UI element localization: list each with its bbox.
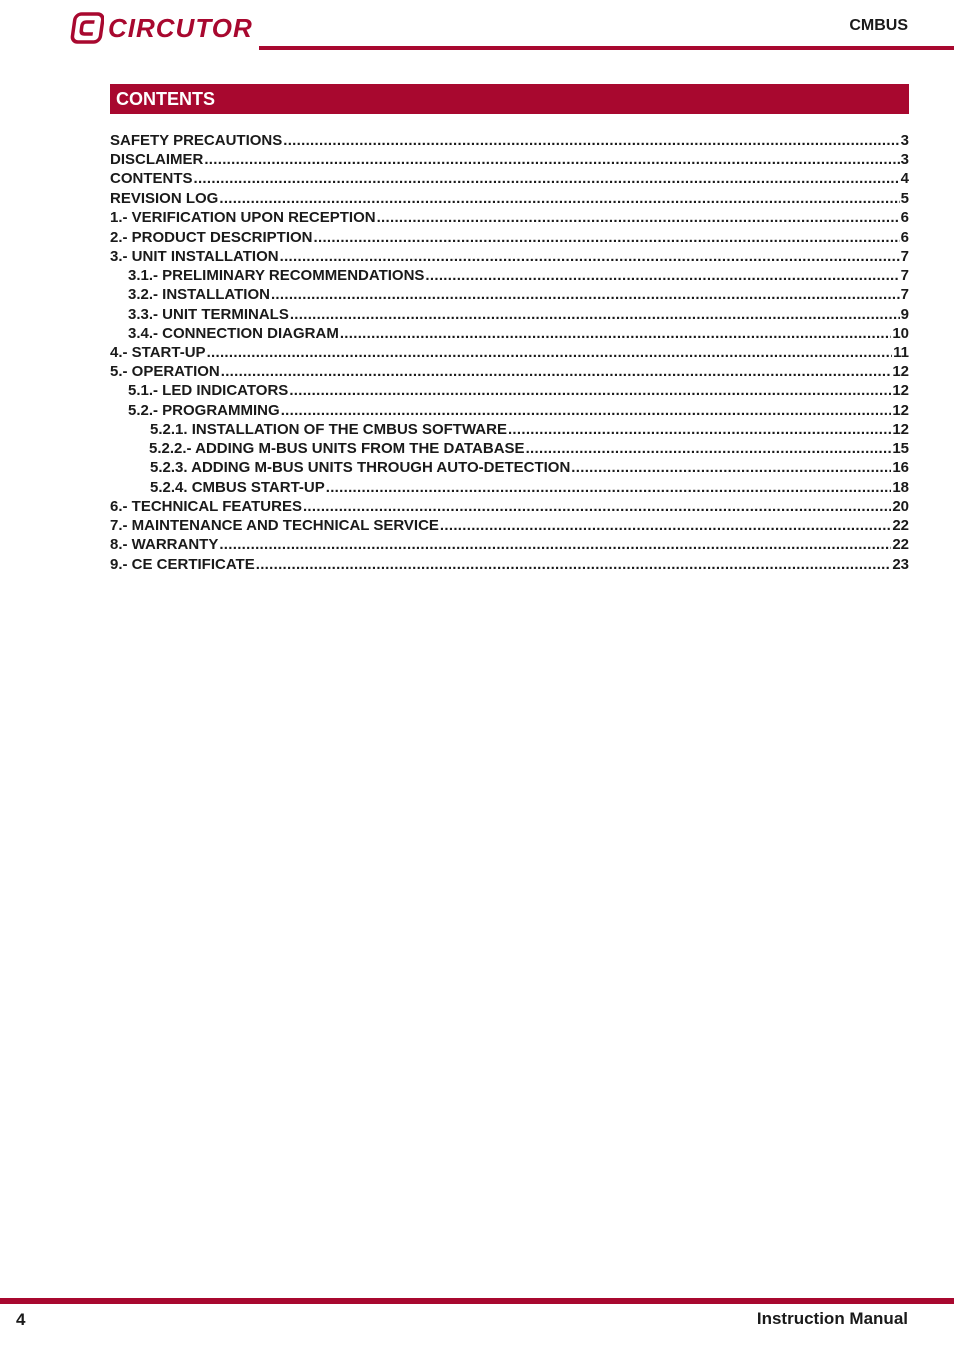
toc-entry[interactable] [110, 131, 909, 150]
toc-entry[interactable] [128, 266, 909, 285]
header-rule [259, 46, 954, 50]
toc-entry-page: 23 [892, 556, 909, 573]
toc-entry-page: 7 [900, 248, 909, 265]
toc-entry-label: REVISION LOG [110, 190, 219, 207]
toc-entry-page: 7 [900, 286, 909, 303]
toc-entry[interactable] [110, 208, 909, 227]
toc-entry-label: 5.2.1. INSTALLATION OF THE CMBUS SOFTWARE [150, 421, 507, 438]
toc-entry-label: 4.- START-UP [110, 344, 206, 361]
toc-entry[interactable] [110, 497, 909, 516]
toc-entry-label: 9.- CE CERTIFICATE [110, 556, 255, 573]
toc-entry-label: DISCLAIMER [110, 151, 204, 168]
toc-leader-dots [340, 324, 891, 343]
toc-entry[interactable] [149, 439, 909, 458]
toc-leader-dots [326, 478, 892, 497]
toc-leader-dots [571, 458, 891, 477]
toc-leader-dots [281, 401, 892, 420]
toc-entry[interactable] [110, 150, 909, 169]
toc-entry[interactable] [128, 381, 909, 400]
toc-entry-page: 12 [892, 363, 909, 380]
toc-entry-label: 5.2.4. CMBUS START-UP [150, 479, 325, 496]
toc-leader-dots [289, 381, 891, 400]
document-title: CMBUS [849, 17, 908, 34]
toc-entry[interactable] [128, 324, 909, 343]
circutor-logo [70, 10, 253, 46]
toc-entry-label: 5.2.- PROGRAMMING [128, 402, 280, 419]
toc-entry-page: 9 [900, 306, 909, 323]
toc-entry-page: 22 [892, 517, 909, 534]
toc-entry-page: 18 [892, 479, 909, 496]
toc-entry-label: SAFETY PRECAUTIONS [110, 132, 283, 149]
toc-entry-page: 7 [900, 267, 909, 284]
toc-entry-page: 3 [900, 132, 909, 149]
toc-entry-label: 3.1.- PRELIMINARY RECOMMENDATIONS [128, 267, 425, 284]
toc-entry[interactable] [110, 189, 909, 208]
toc-entry-label: 2.- PRODUCT DESCRIPTION [110, 229, 313, 246]
toc-leader-dots [207, 343, 893, 362]
toc-entry-label: 5.1.- LED INDICATORS [128, 382, 289, 399]
toc-entry-label: 1.- VERIFICATION UPON RECEPTION [110, 209, 376, 226]
toc-entry[interactable] [110, 343, 909, 362]
toc-entry-page: 20 [892, 498, 909, 515]
toc-entry-page: 6 [900, 229, 909, 246]
toc-leader-dots [314, 228, 900, 247]
toc-entry-page: 4 [900, 170, 909, 187]
toc-leader-dots [221, 362, 892, 381]
toc-leader-dots [283, 131, 899, 150]
toc-entry-page: 3 [900, 151, 909, 168]
toc-leader-dots [290, 305, 900, 324]
toc-entry-page: 10 [892, 325, 909, 342]
toc-entry-label: 3.- UNIT INSTALLATION [110, 248, 279, 265]
toc-entry-label: 3.2.- INSTALLATION [128, 286, 270, 303]
footer-rule [0, 1298, 954, 1304]
toc-entry[interactable] [128, 285, 909, 304]
toc-entry[interactable] [110, 555, 909, 574]
toc-entry[interactable] [128, 305, 909, 324]
toc-leader-dots [271, 285, 900, 304]
toc-entry-label: 3.3.- UNIT TERMINALS [128, 306, 289, 323]
toc-entry[interactable] [110, 228, 909, 247]
toc-entry[interactable] [110, 516, 909, 535]
toc-entry-label: 5.2.3. ADDING M-BUS UNITS THROUGH AUTO-DETECTION [150, 459, 571, 476]
toc-leader-dots [303, 497, 891, 516]
toc-entry-label: 8.- WARRANTY [110, 536, 219, 553]
brand-name: CIRCUTOR [108, 13, 253, 43]
toc-entry[interactable] [110, 362, 909, 381]
toc-leader-dots [194, 169, 900, 188]
toc-entry-label: 3.4.- CONNECTION DIAGRAM [128, 325, 339, 342]
toc-entry[interactable] [110, 247, 909, 266]
toc-leader-dots [256, 555, 892, 574]
toc-entry[interactable] [128, 401, 909, 420]
toc-entry-page: 11 [893, 344, 909, 361]
toc-leader-dots [425, 266, 899, 285]
toc-entry-page: 12 [892, 402, 909, 419]
toc-entry[interactable] [150, 458, 909, 477]
toc-entry[interactable] [150, 420, 909, 439]
toc-entry-label: 6.- TECHNICAL FEATURES [110, 498, 302, 515]
toc-entry-page: 12 [892, 421, 909, 438]
toc-entry[interactable] [110, 169, 909, 188]
toc-entry[interactable] [110, 535, 909, 554]
toc-entry-label: CONTENTS [110, 170, 193, 187]
toc-leader-dots [219, 535, 891, 554]
toc-leader-dots [219, 189, 899, 208]
toc-leader-dots [377, 208, 900, 227]
toc-leader-dots [204, 150, 899, 169]
footer-manual-label: Instruction Manual [756, 1309, 908, 1328]
toc-entry-label: 7.- MAINTENANCE AND TECHNICAL SERVICE [110, 517, 439, 534]
toc-entry-page: 15 [892, 440, 909, 457]
toc-entry[interactable] [150, 478, 909, 497]
toc-entry-page: 12 [892, 382, 909, 399]
section-heading: CONTENTS [110, 84, 909, 114]
toc-entry-page: 6 [900, 209, 909, 226]
toc-entry-label: 5.- OPERATION [110, 363, 220, 380]
toc-entry-page: 5 [900, 190, 909, 207]
toc-leader-dots [526, 439, 892, 458]
circutor-logo-icon [70, 11, 104, 45]
toc-entry-label: 5.2.2.- ADDING M-BUS UNITS FROM THE DATABASE [149, 440, 525, 457]
toc-entry-page: 16 [892, 459, 909, 476]
toc-leader-dots [440, 516, 891, 535]
toc-entry-page: 22 [892, 536, 909, 553]
toc-leader-dots [508, 420, 891, 439]
toc-leader-dots [280, 247, 900, 266]
page-number: 4 [16, 1310, 26, 1329]
